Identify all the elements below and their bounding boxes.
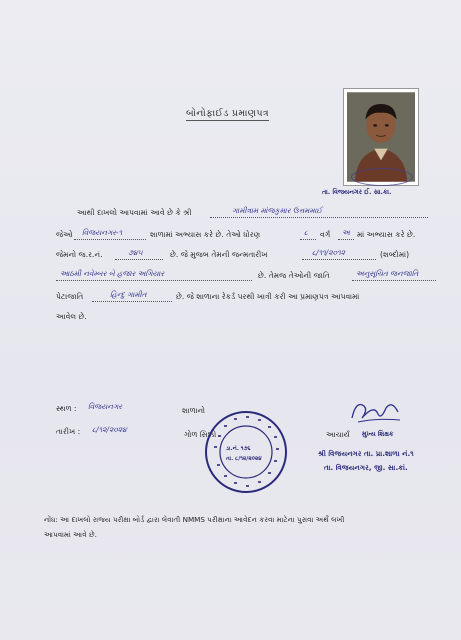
caste-value: અનુસૂચિત જનજાતિ: [356, 269, 419, 278]
photo-stamp-text: તા. વિજયનગર ઈ. સા.કા.: [322, 188, 392, 196]
line5-prefix: પેટાજાતિ: [56, 292, 84, 301]
place-value: વિજયનગર: [88, 402, 123, 411]
student-name-value: ગામીત્રામ માંજકુમાર ઉત્તમમાઈ: [232, 206, 323, 215]
line2-class-label: વર્ગ: [320, 230, 331, 239]
line1-prefix: આથી દાખલો આપવામાં આવે છે કે શ્રી: [77, 208, 192, 217]
standard-value: ૮: [304, 228, 309, 237]
date-label: તારીખ :: [56, 427, 81, 436]
principal-signature: [348, 396, 404, 426]
school-name-value: વિજયનગર-૧: [82, 228, 123, 237]
certificate-title: બોનોફાઈડ પ્રમાણપત્ર: [186, 108, 269, 119]
round-seal-date: તા. ૮/૧૨/૨૦૨૪: [226, 456, 262, 462]
date-value: ૮/૧૨/૨૦૨૪: [92, 425, 127, 434]
principal-label: આચાર્ય: [326, 430, 350, 439]
round-seal-reg: ડા.નં. ૧૭૬: [226, 446, 251, 452]
line2-suffix: માં અભ્યાસ કરે છે.: [357, 230, 416, 239]
line6-text: આવેલ છે.: [56, 312, 87, 321]
subcaste-value: હિન્દુ ગામીત: [110, 290, 147, 299]
school-name-stamp-line1: શ્રી વિજયનગર તા. પ્રા.શાળા નં.૧: [318, 449, 414, 458]
footnote-line2: આપવામાં આવે છે.: [44, 530, 97, 539]
line4-mid: છે. તેમજ તેઓની જાતિ: [258, 271, 330, 280]
birth-date-value: ૮/૧૧/૨૦૧૨: [312, 248, 346, 257]
place-label: સ્થળ :: [56, 404, 77, 413]
register-number-value: ૭૪૫: [128, 248, 143, 257]
footnote-line1: નોંધ: આ દાખલો રાજ્ય પરીક્ષા બોર્ડ દ્વારા લેવાતી NMMS પરીક્ષાના આવેદન કરવા માટેના પુરાવા અર્થે લખી: [44, 515, 345, 524]
line2-mid: શાળામાં અભ્યાસ કરે છે. તેઓ ધોરણ: [150, 230, 261, 239]
line2-prefix: જેઓ: [56, 230, 73, 239]
school-seal-label-top: શાળાનો: [182, 406, 206, 415]
class-value: અ: [342, 228, 350, 237]
line3-mid: છે. જે મુજબ તેમની જન્મતારીખ: [170, 250, 268, 259]
birth-date-words-value: આઠમી નવેમ્બર બે હજાર અગિયાર: [60, 269, 165, 278]
line5-suffix: છે. જે શાળાના રેકર્ડ પરથી ખાત્રી કરી આ પ્રમાણપત્ર આપવામાં: [176, 292, 360, 301]
photo-stamp: [351, 168, 413, 186]
principal-stamp-title: મુખ્ય શિક્ષક: [362, 430, 394, 438]
signature-scribble: [348, 396, 404, 426]
line3-suffix: (શબ્દોમાં): [380, 250, 410, 259]
school-name-stamp-line2: તા. વિજયનગર, જી. સા.કાં.: [324, 463, 408, 472]
round-seal-label: ગોળ સિક્કો: [184, 430, 217, 439]
line3-prefix: જેમનો જ.ર.નં.: [56, 250, 103, 259]
